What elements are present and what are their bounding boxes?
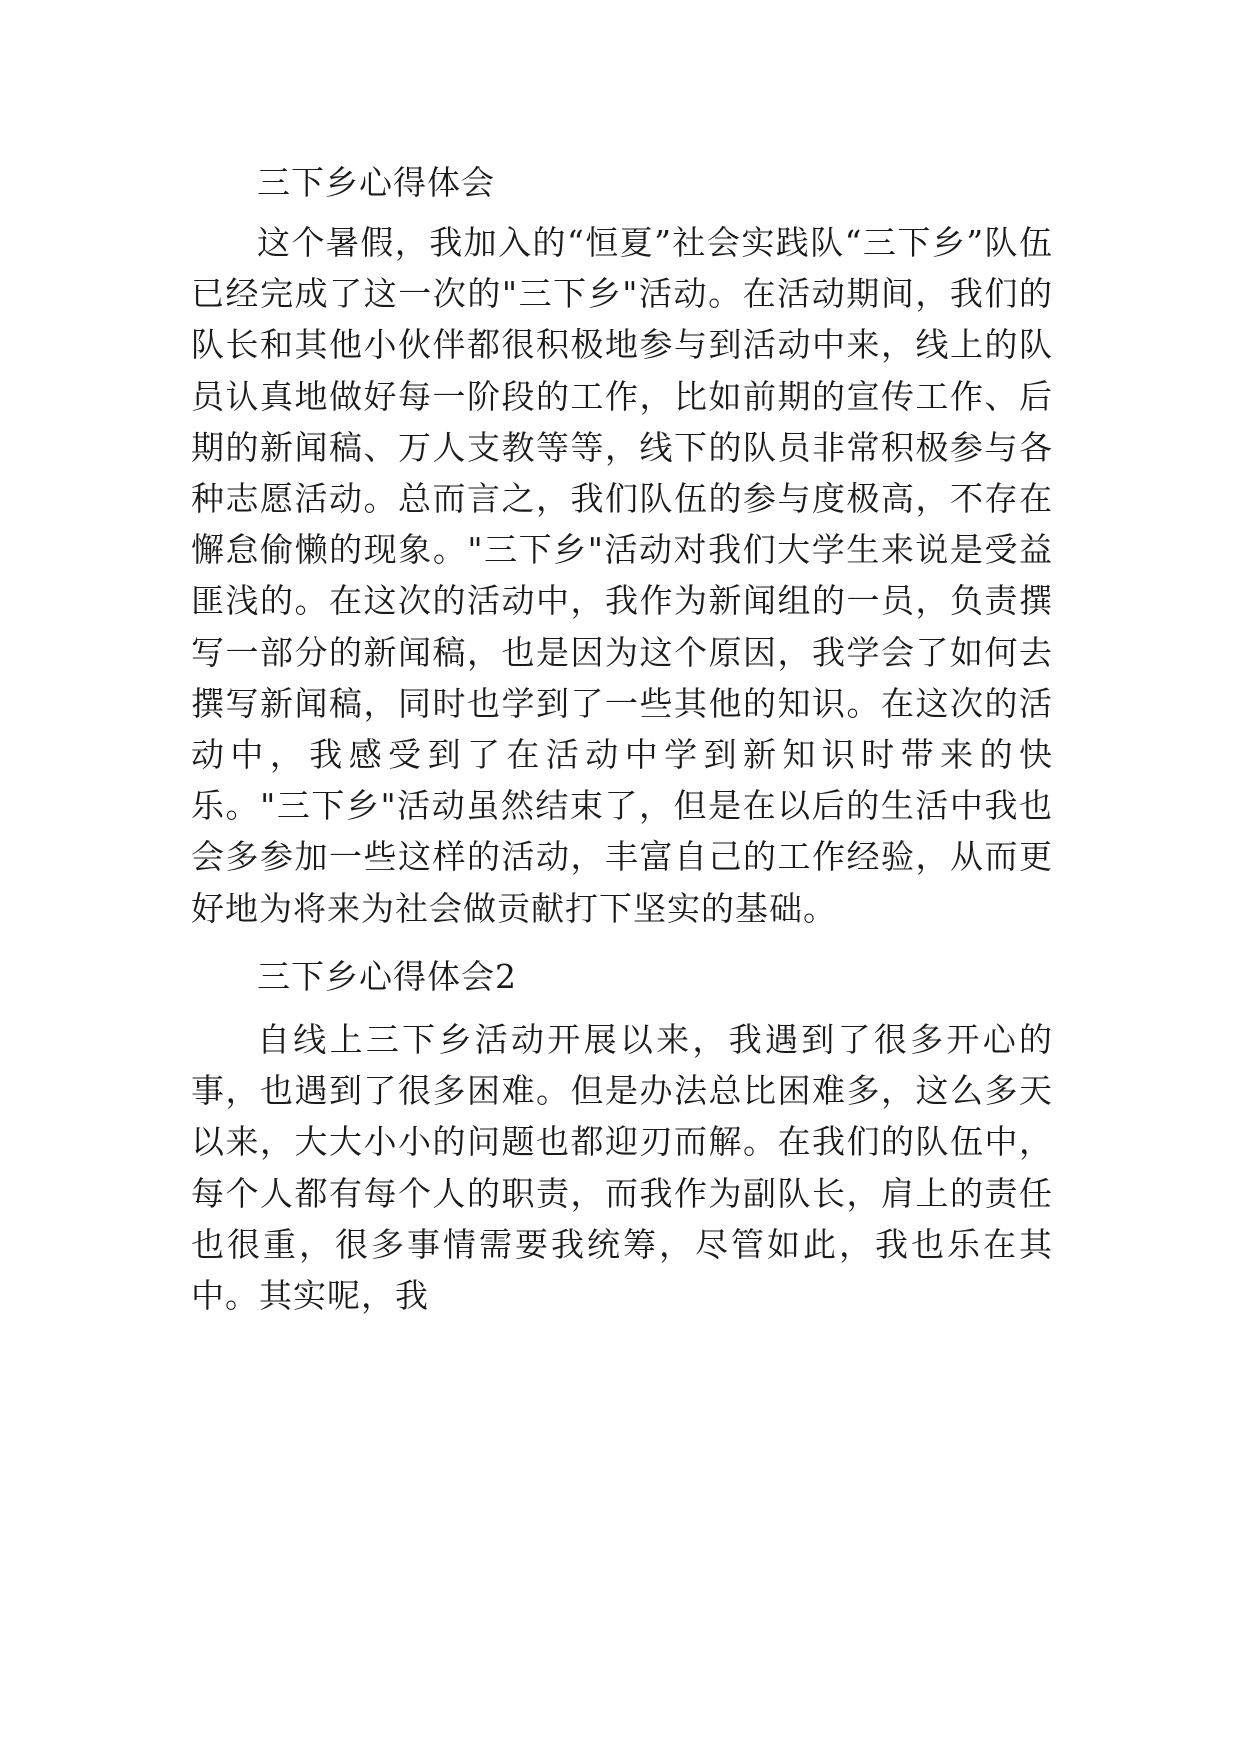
section-title-2: 三下乡心得体会2: [257, 957, 517, 996]
section-title-1: 三下乡心得体会: [257, 163, 495, 202]
section-body-2: 自线上三下乡活动开展以来，我遇到了很多开心的事，也遇到了很多困难。但是办法总比困难多，这么多天以来，大大小小的问题也都迎刃而解。在我们的队伍中，每个人都有每个人的职责，而我作为副队长，肩上的责任也很重，很多事情需要我统筹，尽管如此，我也乐在其中。其实呢，我: [191, 1020, 1053, 1316]
section-body-1: 这个暑假，我加入的“恒夏”社会实践队“三下乡”队伍已经完成了这一次的"三下乡"活动。在活动期间，我们的队长和其他小伙伴都很积极地参与到活动中来，线上的队员认真地做好每一阶段的工作，比如前期的宣传工作、后期的新闻稿、万人支教等等，线下的队员非常积极参与各种志愿活动。总而言之，我们队伍的参与度极高，不存在懈怠偷懒的现象。"三下乡"活动对我们大学生来说是受益匪浅的。在这次的活动中，我作为新闻组的一员，负责撰写一部分的新闻稿，也是因为这个原因，我学会了如何去撰写新闻稿，同时也学到了一些其他的知识。在这次的活动中，我感受到了在活动中学到新知识时带来的快乐。"三下乡"活动虽然结束了，但是在以后的生活中我也会多参加一些这样的活动，丰富自己的工作经验，从而更好地为将来为社会做贡献打下坚实的基础。: [191, 223, 1053, 928]
